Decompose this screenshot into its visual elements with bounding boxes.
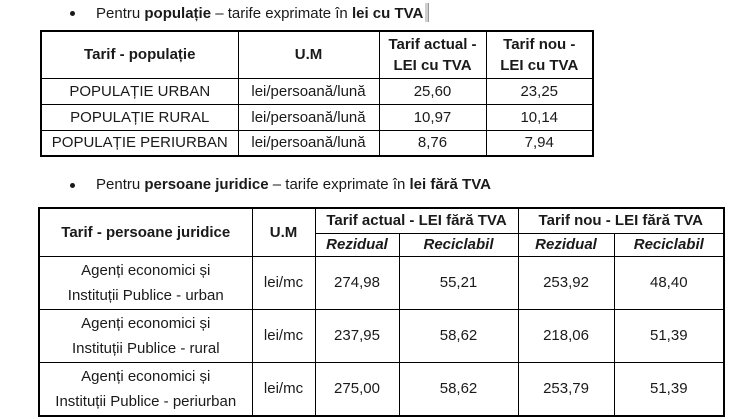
bullet-item-persoane-juridice (70, 175, 491, 195)
cell-nou-reciclabil: 51,39 (614, 309, 724, 362)
cell-um: lei/mc (252, 362, 315, 416)
cell-actual-reciclabil: 58,62 (399, 309, 518, 362)
table-row (41, 78, 593, 104)
header-group-tarif-nou: Tarif nou - LEI fără TVA (518, 208, 724, 233)
header-um: U.M (238, 31, 379, 78)
cell-name (39, 362, 252, 416)
bullet-item-populatie (70, 3, 429, 24)
table-row (41, 130, 593, 156)
header-group-tarif-actual: Tarif actual - LEI fără TVA (315, 208, 518, 233)
bullet-text-populatie (96, 3, 429, 24)
table-row (39, 256, 724, 309)
cell-name-line1: Agenți economici și (81, 261, 211, 279)
cell-actual-rezidual: 274,98 (315, 256, 399, 309)
bullet-prefix: Pentru (96, 5, 145, 22)
cell-tarif-nou: 10,14 (486, 104, 593, 130)
header-um: U.M (252, 208, 315, 256)
table-row (41, 31, 593, 78)
cell-tarif-nou: 7,94 (486, 130, 593, 156)
cell-nou-rezidual: 253,92 (518, 256, 614, 309)
table-row (41, 104, 593, 130)
cell-nou-rezidual: 253,79 (518, 362, 614, 416)
cell-um: lei/mc (252, 256, 315, 309)
cell-um: lei/mc (252, 309, 315, 362)
cell-actual-reciclabil: 58,62 (399, 362, 518, 416)
cell-tarif-actual: 25,60 (379, 78, 486, 104)
table-tarife-persoane-juridice (38, 207, 725, 417)
cell-name-line1: Agenți economici și (81, 367, 211, 385)
header-tarif-nou: Tarif nou - LEI cu TVA (486, 31, 593, 78)
table-row (39, 362, 724, 416)
text-cursor (425, 3, 429, 22)
cell-tarif-actual: 10,97 (379, 104, 486, 130)
cell-name: POPULAȚIE URBAN (41, 78, 238, 104)
cell-nou-reciclabil: 48,40 (614, 256, 724, 309)
cell-name-line1: Agenți economici și (81, 314, 211, 332)
cell-name: POPULAȚIE RURAL (41, 104, 238, 130)
bullet-middle: – tarife exprimate în (211, 5, 352, 22)
header-nou-reciclabil: Reciclabil (614, 233, 724, 256)
bullet-middle: – tarife exprimate în (268, 176, 410, 193)
cell-name: POPULAȚIE PERIURBAN (41, 130, 238, 156)
cell-name (39, 256, 252, 309)
cell-um: lei/persoană/lună (238, 78, 379, 104)
cell-um: lei/persoană/lună (238, 104, 379, 130)
bullet-text-persoane-juridice (96, 175, 491, 195)
cell-name-line2: Instituții Publice - rural (71, 339, 220, 357)
cell-actual-rezidual: 275,00 (315, 362, 399, 416)
cell-name-line2: Instituții Publice - urban (67, 286, 224, 304)
cell-tarif-actual: 8,76 (379, 130, 486, 156)
table-row (39, 309, 724, 362)
bullet-icon (70, 11, 75, 16)
header-tarif-populatie: Tarif - populație (41, 31, 238, 78)
header-actual-rezidual: Rezidual (315, 233, 399, 256)
header-tarif-persoane-juridice: Tarif - persoane juridice (39, 208, 252, 256)
header-nou-rezidual: Rezidual (518, 233, 614, 256)
cell-um: lei/persoană/lună (238, 130, 379, 156)
header-tarif-actual: Tarif actual - LEI cu TVA (379, 31, 486, 78)
table-tarife-populatie (40, 30, 594, 157)
bullet-prefix: Pentru (96, 176, 145, 193)
header-actual-reciclabil: Reciclabil (399, 233, 518, 256)
bullet-icon (70, 183, 75, 188)
cell-nou-reciclabil: 51,39 (614, 362, 724, 416)
bullet-bold-lei-fara-tva: lei fără TVA (409, 176, 491, 193)
cell-actual-rezidual: 237,95 (315, 309, 399, 362)
table-row (39, 208, 724, 233)
bullet-bold-populatie: populație (144, 5, 212, 22)
cell-actual-reciclabil: 55,21 (399, 256, 518, 309)
cell-tarif-nou: 23,25 (486, 78, 593, 104)
cell-name (39, 309, 252, 362)
cell-name-line2: Instituții Publice - periurban (55, 392, 237, 410)
bullet-bold-lei-cu-tva: lei cu TVA (351, 5, 424, 22)
bullet-bold-persoane-juridice: persoane juridice (144, 176, 269, 193)
cell-nou-rezidual: 218,06 (518, 309, 614, 362)
